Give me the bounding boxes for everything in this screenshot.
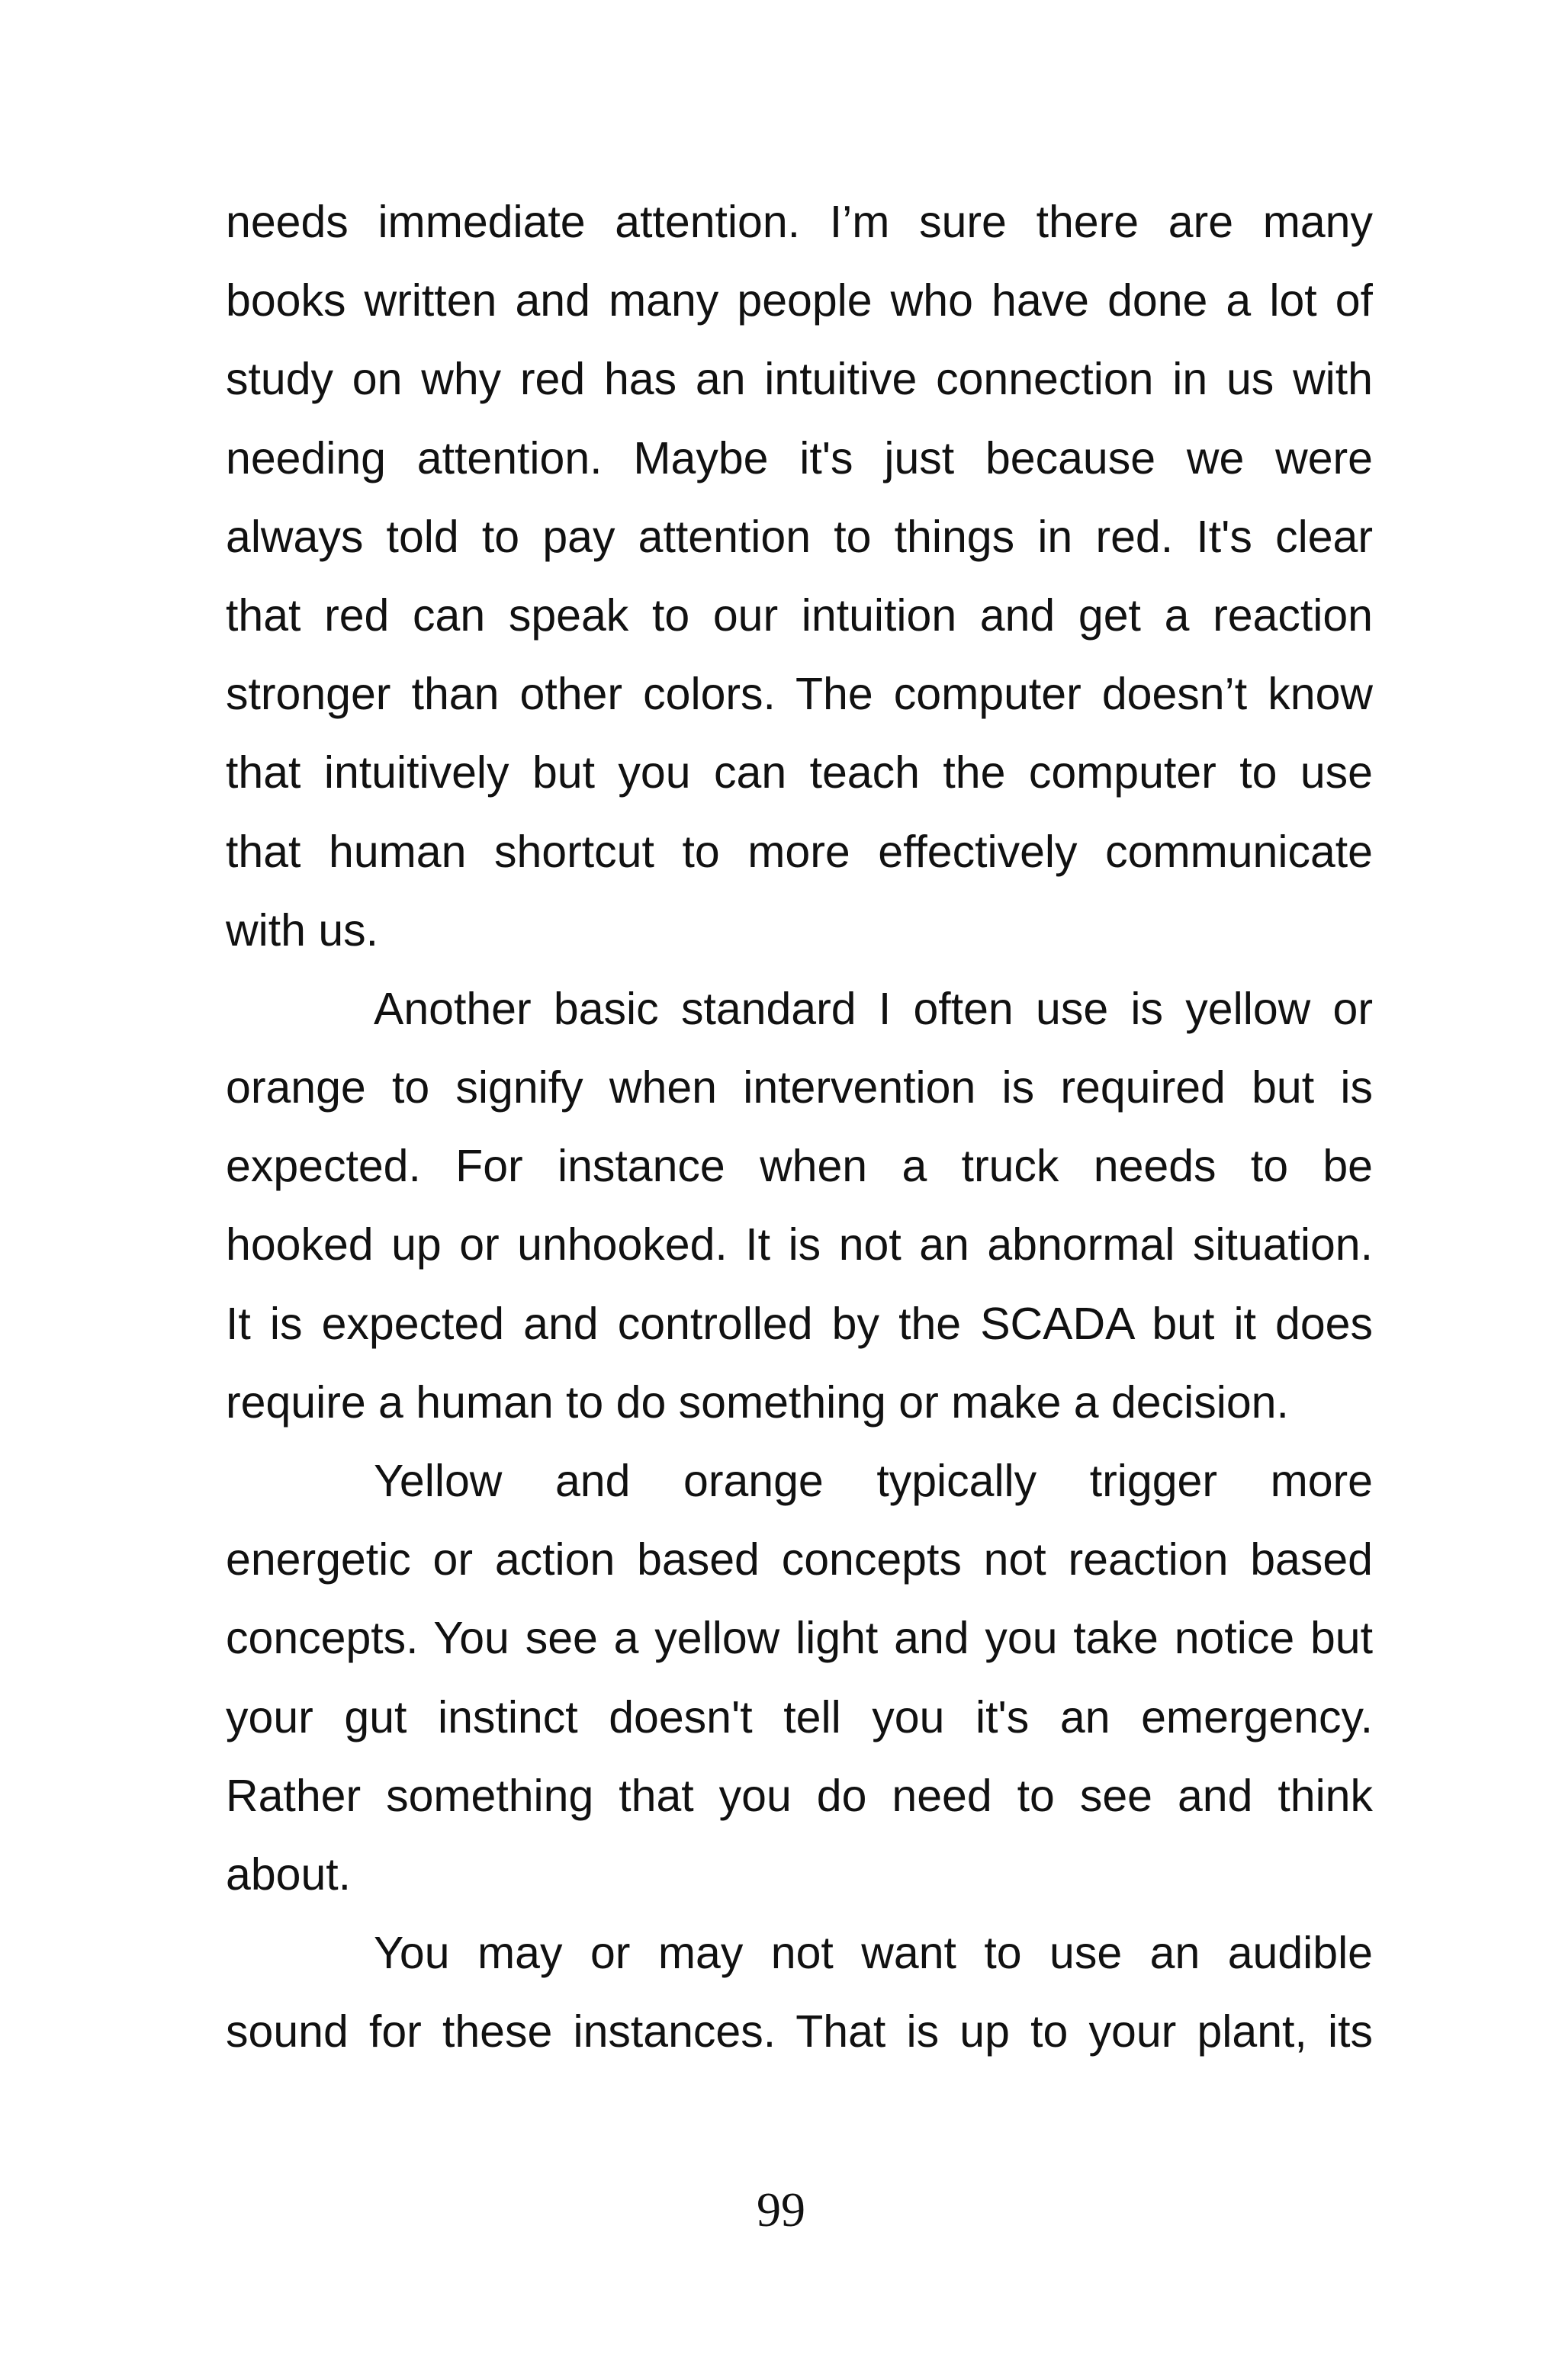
- text-line: require a human to do something or make a decision.: [226, 1376, 1289, 1428]
- text-line-indented: Another basic standard I often use is yellow or: [374, 983, 1373, 1034]
- text-line: expected. For instance when a truck needs to be: [226, 1141, 1373, 1192]
- text-line: that human shortcut to more effectively communicate: [226, 826, 1373, 877]
- text-line-indented: Yellow and orange typically trigger more: [374, 1456, 1373, 1506]
- text-line: concepts. You see a yellow light and you take notice but: [226, 1613, 1373, 1664]
- text-line: that intuitively but you can teach the computer to use: [226, 747, 1373, 798]
- text-line: that red can speak to our intuition and get a reaction: [226, 589, 1373, 641]
- text-line: about.: [226, 1848, 352, 1900]
- body-text: [226, 183, 1373, 2072]
- text-line: needing attention. Maybe it's just because we were: [226, 432, 1373, 483]
- text-line: energetic or action based concepts not reaction based: [226, 1534, 1373, 1585]
- text-line: It is expected and controlled by the SCADA but it does: [226, 1298, 1373, 1349]
- text-line: study on why red has an intuitive connection in us with: [226, 354, 1373, 405]
- text-line: Rather something that you do need to see and think: [226, 1770, 1373, 1821]
- text-line: needs immediate attention. I’m sure there are many: [226, 197, 1373, 247]
- text-line: books written and many people who have done a lot of: [226, 275, 1373, 326]
- text-line: stronger than other colors. The computer doesn’t know: [226, 669, 1373, 720]
- text-line: sound for these instances. That is up to your plant, its: [226, 2006, 1373, 2057]
- text-line: always told to pay attention to things in red. It's clear: [226, 511, 1373, 562]
- text-line: orange to signify when intervention is required but is: [226, 1062, 1373, 1113]
- text-line: your gut instinct doesn't tell you it's an emergency.: [226, 1691, 1373, 1742]
- text-line: hooked up or unhooked. It is not an abnormal situation.: [226, 1219, 1373, 1270]
- page-number: 99: [757, 2182, 805, 2237]
- text-line-indented: You may or may not want to use an audible: [374, 1928, 1373, 1979]
- text-line: with us.: [226, 904, 379, 956]
